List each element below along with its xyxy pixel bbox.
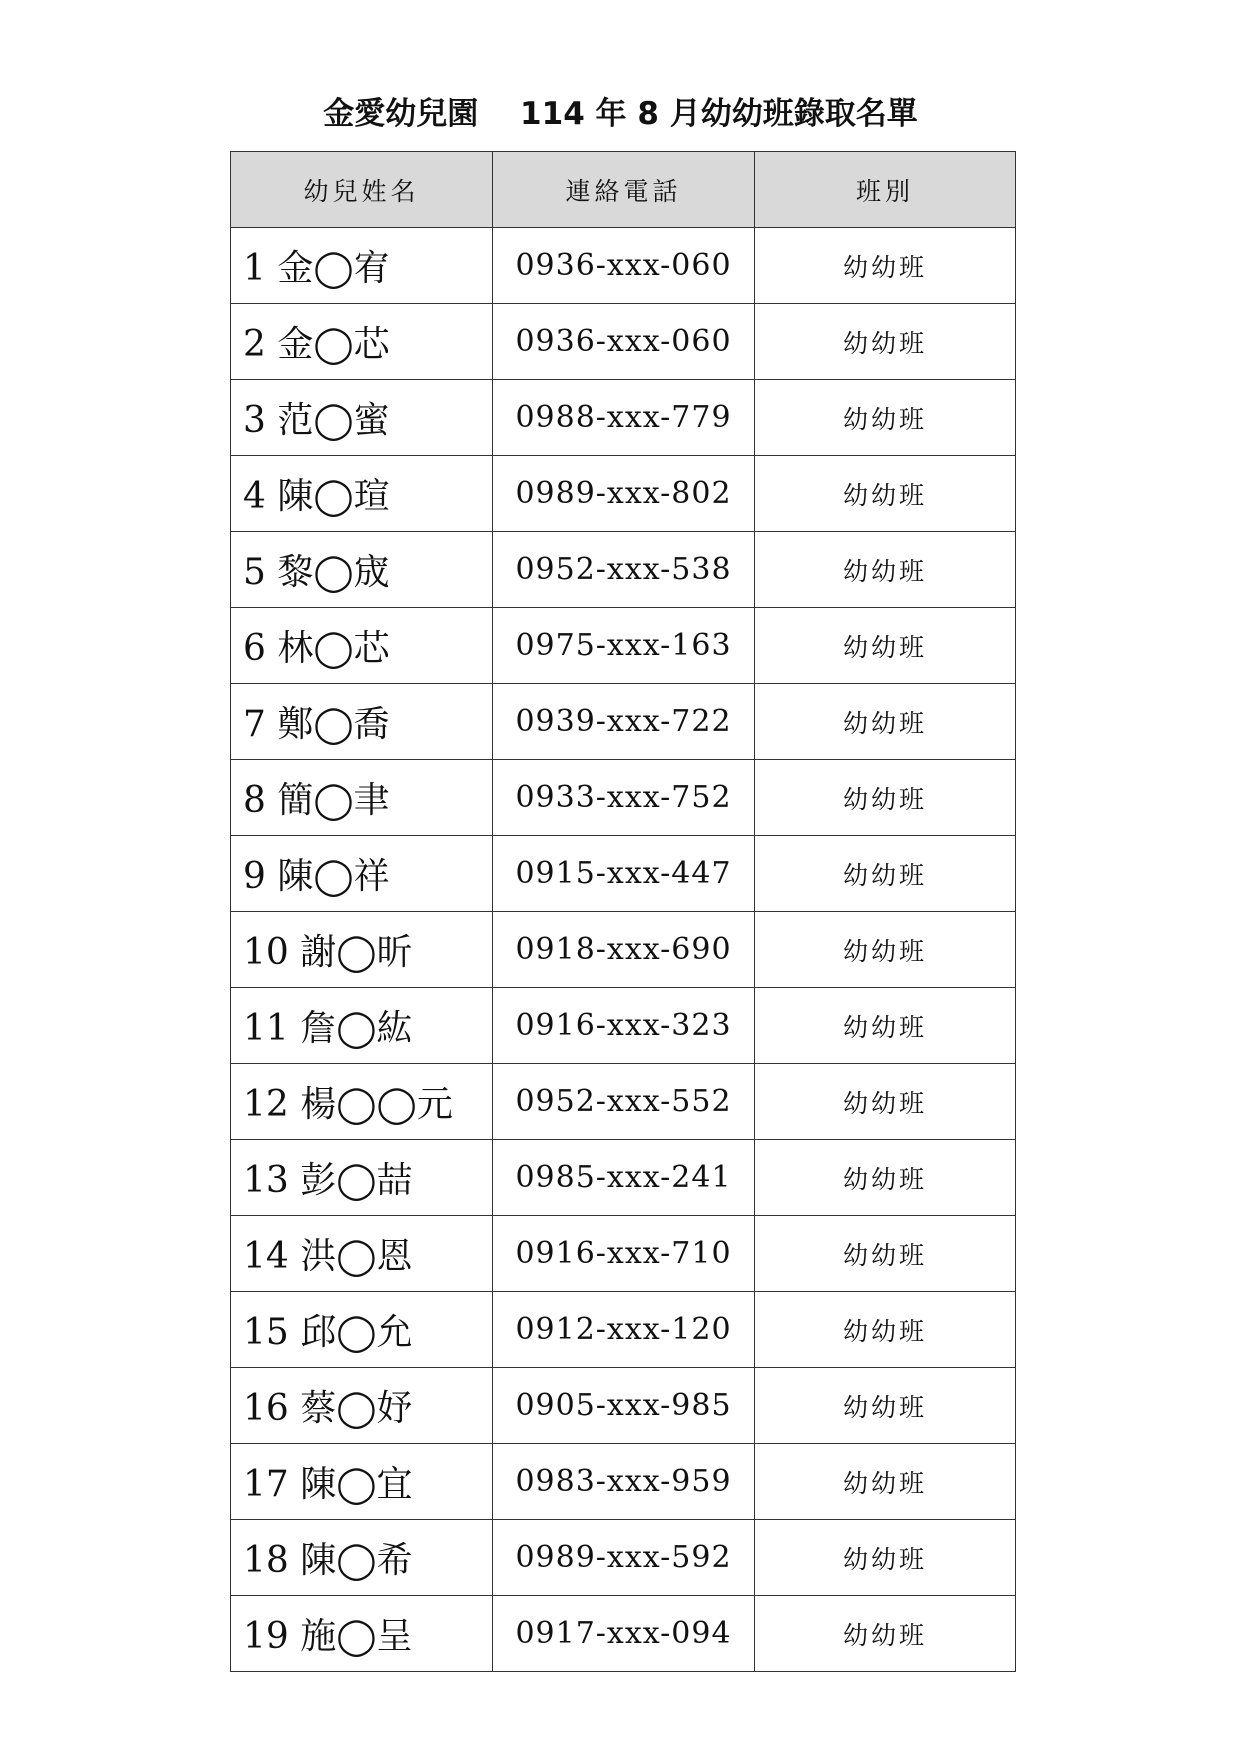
child-name-cell: 15 邱◯允 <box>231 1292 493 1368</box>
class-cell: 幼幼班 <box>755 1596 1016 1672</box>
phone-cell: 0916-xxx-710 <box>493 1216 755 1292</box>
child-name-cell: 5 黎◯宬 <box>231 532 493 608</box>
child-name-cell: 3 范◯蜜 <box>231 380 493 456</box>
table-row <box>231 760 1016 836</box>
phone-cell: 0988-xxx-779 <box>493 380 755 456</box>
table-row <box>231 1368 1016 1444</box>
phone-cell: 0939-xxx-722 <box>493 684 755 760</box>
table-row <box>231 1216 1016 1292</box>
header-row <box>231 152 1016 228</box>
class-cell: 幼幼班 <box>755 456 1016 532</box>
phone-cell: 0936-xxx-060 <box>493 304 755 380</box>
table-row <box>231 1140 1016 1216</box>
class-cell: 幼幼班 <box>755 1368 1016 1444</box>
phone-cell: 0912-xxx-120 <box>493 1292 755 1368</box>
phone-cell: 0975-xxx-163 <box>493 608 755 684</box>
table-header <box>231 152 1016 228</box>
phone-cell: 0985-xxx-241 <box>493 1140 755 1216</box>
child-name-cell: 12 楊◯◯元 <box>231 1064 493 1140</box>
table-row <box>231 988 1016 1064</box>
phone-cell: 0918-xxx-690 <box>493 912 755 988</box>
class-cell: 幼幼班 <box>755 1216 1016 1292</box>
table-row <box>231 1444 1016 1520</box>
table-row <box>231 1520 1016 1596</box>
phone-cell: 0989-xxx-592 <box>493 1520 755 1596</box>
child-name-cell: 4 陳◯瑄 <box>231 456 493 532</box>
phone-cell: 0933-xxx-752 <box>493 760 755 836</box>
admission-table <box>230 151 1016 1672</box>
child-name-cell: 9 陳◯祥 <box>231 836 493 912</box>
table-row <box>231 608 1016 684</box>
table-row <box>231 456 1016 532</box>
class-cell: 幼幼班 <box>755 1140 1016 1216</box>
header-class: 班別 <box>755 152 1016 228</box>
class-cell: 幼幼班 <box>755 760 1016 836</box>
class-cell: 幼幼班 <box>755 304 1016 380</box>
class-cell: 幼幼班 <box>755 1520 1016 1596</box>
phone-cell: 0989-xxx-802 <box>493 456 755 532</box>
child-name-cell: 14 洪◯恩 <box>231 1216 493 1292</box>
table-row <box>231 684 1016 760</box>
table-row <box>231 228 1016 304</box>
phone-cell: 0983-xxx-959 <box>493 1444 755 1520</box>
class-cell: 幼幼班 <box>755 988 1016 1064</box>
class-cell: 幼幼班 <box>755 684 1016 760</box>
table-row <box>231 1596 1016 1672</box>
header-contact-phone: 連絡電話 <box>493 152 755 228</box>
phone-cell: 0905-xxx-985 <box>493 1368 755 1444</box>
class-cell: 幼幼班 <box>755 836 1016 912</box>
table-row <box>231 304 1016 380</box>
table-row <box>231 912 1016 988</box>
child-name-cell: 11 詹◯紘 <box>231 988 493 1064</box>
header-child-name: 幼兒姓名 <box>231 152 493 228</box>
document-title: 金愛幼兒園 114 年 8 月幼幼班錄取名單 <box>323 96 918 132</box>
child-name-cell: 10 謝◯昕 <box>231 912 493 988</box>
phone-cell: 0915-xxx-447 <box>493 836 755 912</box>
child-name-cell: 1 金◯宥 <box>231 228 493 304</box>
table-row <box>231 1064 1016 1140</box>
class-cell: 幼幼班 <box>755 1064 1016 1140</box>
class-cell: 幼幼班 <box>755 912 1016 988</box>
class-cell: 幼幼班 <box>755 1292 1016 1368</box>
class-cell: 幼幼班 <box>755 380 1016 456</box>
child-name-cell: 16 蔡◯妤 <box>231 1368 493 1444</box>
table-row <box>231 836 1016 912</box>
table-row <box>231 532 1016 608</box>
table-body <box>231 228 1016 1672</box>
child-name-cell: 7 鄭◯喬 <box>231 684 493 760</box>
phone-cell: 0952-xxx-552 <box>493 1064 755 1140</box>
phone-cell: 0917-xxx-094 <box>493 1596 755 1672</box>
child-name-cell: 6 林◯芯 <box>231 608 493 684</box>
child-name-cell: 8 簡◯聿 <box>231 760 493 836</box>
class-cell: 幼幼班 <box>755 532 1016 608</box>
class-cell: 幼幼班 <box>755 228 1016 304</box>
phone-cell: 0916-xxx-323 <box>493 988 755 1064</box>
child-name-cell: 17 陳◯宜 <box>231 1444 493 1520</box>
child-name-cell: 13 彭◯喆 <box>231 1140 493 1216</box>
class-cell: 幼幼班 <box>755 608 1016 684</box>
phone-cell: 0952-xxx-538 <box>493 532 755 608</box>
phone-cell: 0936-xxx-060 <box>493 228 755 304</box>
class-cell: 幼幼班 <box>755 1444 1016 1520</box>
table-row <box>231 1292 1016 1368</box>
table-row <box>231 380 1016 456</box>
child-name-cell: 2 金◯芯 <box>231 304 493 380</box>
child-name-cell: 18 陳◯希 <box>231 1520 493 1596</box>
child-name-cell: 19 施◯呈 <box>231 1596 493 1672</box>
